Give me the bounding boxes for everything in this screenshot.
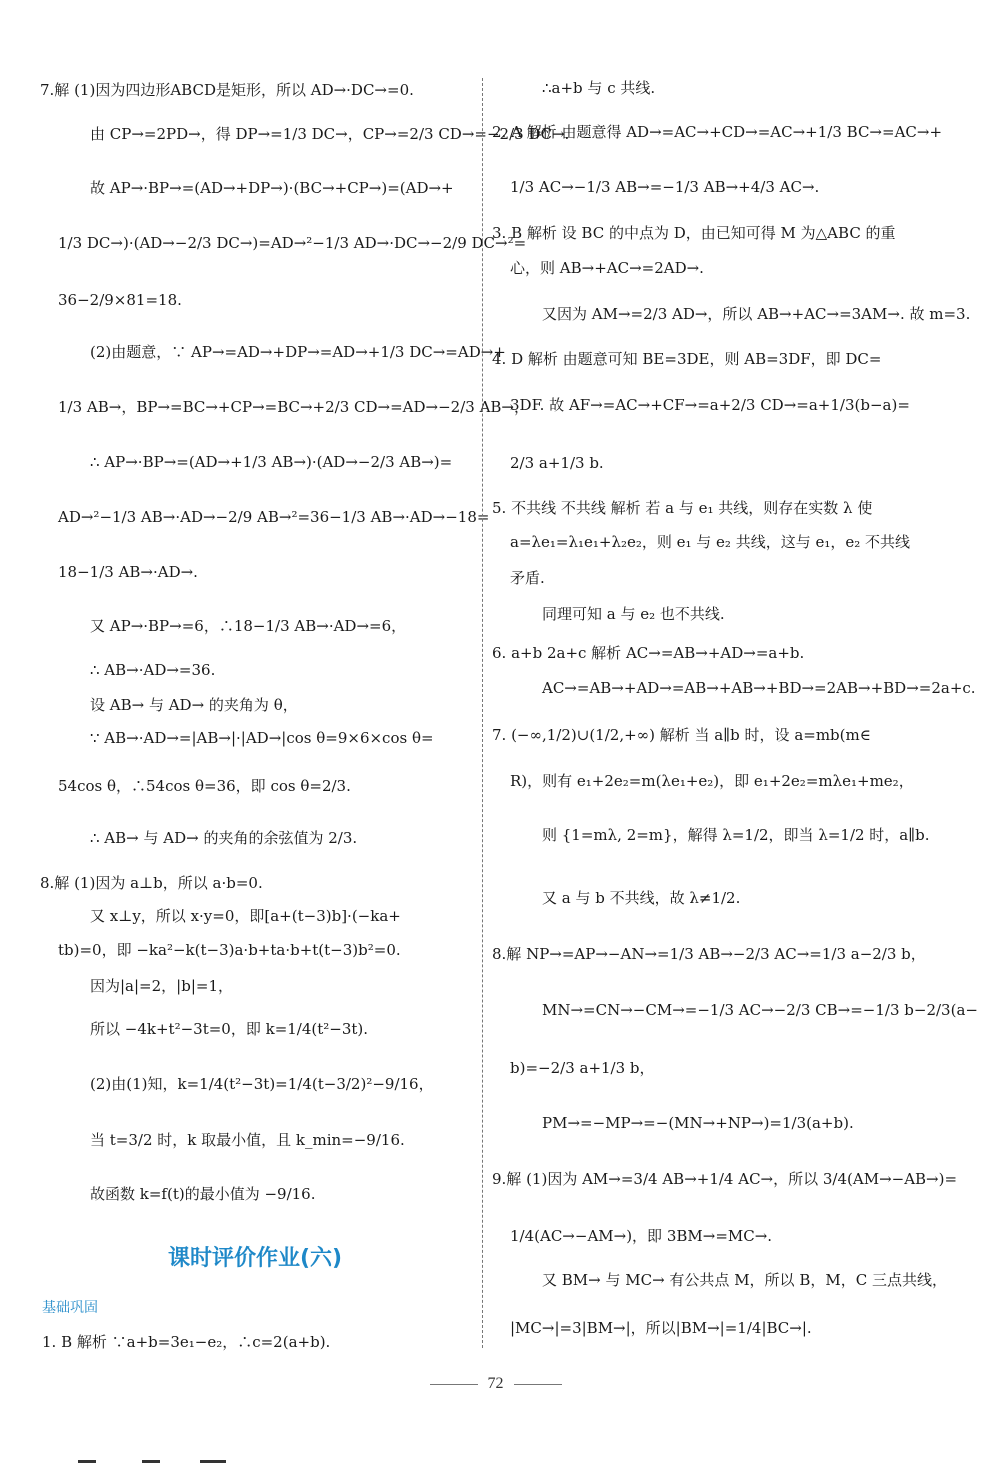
text-line: 故函数 k=f(t)的最小值为 −9/16. bbox=[90, 1185, 316, 1203]
text-line: ∴ AB→·AD→=36. bbox=[90, 661, 216, 679]
text-line: |MC→|=3|BM→|，所以|BM→|=1/4|BC→|. bbox=[510, 1319, 812, 1337]
text-line: ∴ AB→ 与 AD→ 的夹角的余弦值为 2/3. bbox=[90, 829, 358, 847]
text-line: 8.解 (1)因为 a⊥b，所以 a·b=0. bbox=[40, 874, 263, 892]
text-line: 3DF. 故 AF→=AC→+CF→=a+2/3 CD→=a+1/3(b−a)= bbox=[510, 396, 910, 414]
text-line: 7. (−∞,1/2)∪(1/2,+∞) 解析 当 a∥b 时，设 a=mb(m∈ bbox=[492, 726, 871, 744]
text-line: 5. 不共线 不共线 解析 若 a 与 e₁ 共线，则存在实数 λ 使 bbox=[492, 499, 873, 517]
text-line: 1/4(AC→−AM→)，即 3BM→=MC→. bbox=[510, 1227, 773, 1245]
subsection-label: 基础巩固 bbox=[42, 1300, 98, 1316]
text-line: 1/3 AB→，BP→=BC→+CP→=BC→+2/3 CD→=AD→−2/3 AB→， bbox=[58, 398, 529, 416]
scan-edge-mark bbox=[200, 1460, 226, 1463]
column-divider bbox=[482, 78, 483, 1348]
text-line: 则 {1=mλ, 2=m}，解得 λ=1/2，即当 λ=1/2 时，a∥b. bbox=[542, 826, 930, 844]
scan-edge-mark bbox=[142, 1460, 160, 1463]
footer-rule-right bbox=[514, 1384, 562, 1385]
text-line: tb)=0，即 −ka²−k(t−3)a·b+ta·b+t(t−3)b²=0. bbox=[58, 941, 401, 959]
text-line: ∴a+b 与 c 共线. bbox=[542, 79, 656, 97]
text-line: AC→=AB→+AD→=AB→+AB→+BD→=2AB→+BD→=2a+c. bbox=[542, 679, 976, 697]
text-line: ∴ AP→·BP→=(AD→+1/3 AB→)·(AD→−2/3 AB→)= bbox=[90, 453, 453, 471]
text-line: 2. A 解析 由题意得 AD→=AC→+CD→=AC→+1/3 BC→=AC→+ bbox=[492, 123, 943, 141]
text-line: 36−2/9×81=18. bbox=[58, 291, 182, 309]
text-line: b)=−2/3 a+1/3 b， bbox=[510, 1059, 655, 1077]
text-line: 同理可知 a 与 e₂ 也不共线. bbox=[542, 605, 725, 623]
text-line: 7.解 (1)因为四边形ABCD是矩形，所以 AD→·DC→=0. bbox=[40, 81, 414, 99]
text-line: 又 BM→ 与 MC→ 有公共点 M，所以 B，M，C 三点共线， bbox=[542, 1271, 947, 1289]
text-line: 9.解 (1)因为 AM→=3/4 AB→+1/4 AC→，所以 3/4(AM→−AB→)= bbox=[492, 1170, 958, 1188]
text-line: 1/3 DC→)·(AD→−2/3 DC→)=AD→²−1/3 AD→·DC→−2/9 DC→²= bbox=[58, 234, 527, 252]
text-line: 当 t=3/2 时，k 取最小值，且 k_min=−9/16. bbox=[90, 1131, 405, 1149]
footer-rule-left bbox=[430, 1384, 478, 1385]
text-line: 由 CP→=2PD→，得 DP→=1/3 DC→，CP→=2/3 CD→=−2/3 DC→. bbox=[90, 125, 570, 143]
section-heading: 课时评价作业(六) bbox=[167, 1246, 343, 1271]
scan-edge-mark bbox=[78, 1460, 96, 1463]
text-line: 故 AP→·BP→=(AD→+DP→)·(BC→+CP→)=(AD→+ bbox=[90, 179, 454, 197]
text-line: 心，则 AB→+AC→=2AD→. bbox=[510, 259, 704, 277]
text-line: 18−1/3 AB→·AD→. bbox=[58, 563, 198, 581]
text-line: 8.解 NP→=AP→−AN→=1/3 AB→−2/3 AC→=1/3 a−2/3 b， bbox=[492, 945, 926, 963]
text-line: 矛盾. bbox=[510, 569, 545, 587]
text-line: 1. B 解析 ∵a+b=3e₁−e₂，∴c=2(a+b). bbox=[42, 1333, 331, 1351]
text-line: 1/3 AC→−1/3 AB→=−1/3 AB→+4/3 AC→. bbox=[510, 178, 820, 196]
text-line: 又因为 AM→=2/3 AD→，所以 AB→+AC→=3AM→. 故 m=3. bbox=[542, 305, 971, 323]
text-line: 2/3 a+1/3 b. bbox=[510, 454, 604, 472]
text-line: a=λe₁=λ₁e₁+λ₂e₂，则 e₁ 与 e₂ 共线，这与 e₁，e₂ 不共线 bbox=[510, 533, 911, 551]
text-line: 3. B 解析 设 BC 的中点为 D，由已知可得 M 为△ABC 的重 bbox=[492, 224, 896, 242]
text-line: R)，则有 e₁+2e₂=m(λe₁+e₂)，即 e₁+2e₂=mλe₁+me₂， bbox=[510, 772, 914, 790]
text-line: 又 AP→·BP→=6，∴18−1/3 AB→·AD→=6， bbox=[90, 617, 407, 635]
text-line: 设 AB→ 与 AD→ 的夹角为 θ， bbox=[90, 696, 298, 714]
page-number: 72 bbox=[487, 1375, 504, 1392]
text-line: 因为|a|=2，|b|=1， bbox=[90, 977, 233, 995]
text-line: 所以 −4k+t²−3t=0，即 k=1/4(t²−3t). bbox=[90, 1020, 369, 1038]
page-number-footer bbox=[0, 1375, 991, 1393]
text-line: 6. a+b 2a+c 解析 AC→=AB→+AD→=a+b. bbox=[492, 644, 805, 662]
text-line: (2)由(1)知，k=1/4(t²−3t)=1/4(t−3/2)²−9/16， bbox=[90, 1075, 434, 1093]
text-line: 又 x⊥y，所以 x·y=0，即[a+(t−3)b]·(−ka+ bbox=[90, 907, 401, 925]
text-line: 4. D 解析 由题意可知 BE=3DE，则 AB=3DF，即 DC= bbox=[492, 350, 882, 368]
text-line: AD→²−1/3 AB→·AD→−2/9 AB→²=36−1/3 AB→·AD→−18= bbox=[58, 508, 490, 526]
text-line: ∵ AB→·AD→=|AB→|·|AD→|cos θ=9×6×cos θ= bbox=[90, 729, 434, 747]
text-line: MN→=CN→−CM→=−1/3 AC→−2/3 CB→=−1/3 b−2/3(a− bbox=[542, 1001, 978, 1019]
text-line: (2)由题意，∵ AP→=AD→+DP→=AD→+1/3 DC→=AD→+ bbox=[90, 343, 506, 361]
text-line: 54cos θ，∴54cos θ=36，即 cos θ=2/3. bbox=[58, 777, 351, 795]
text-line: PM→=−MP→=−(MN→+NP→)=1/3(a+b). bbox=[542, 1114, 854, 1132]
text-line: 又 a 与 b 不共线，故 λ≠1/2. bbox=[542, 889, 741, 907]
